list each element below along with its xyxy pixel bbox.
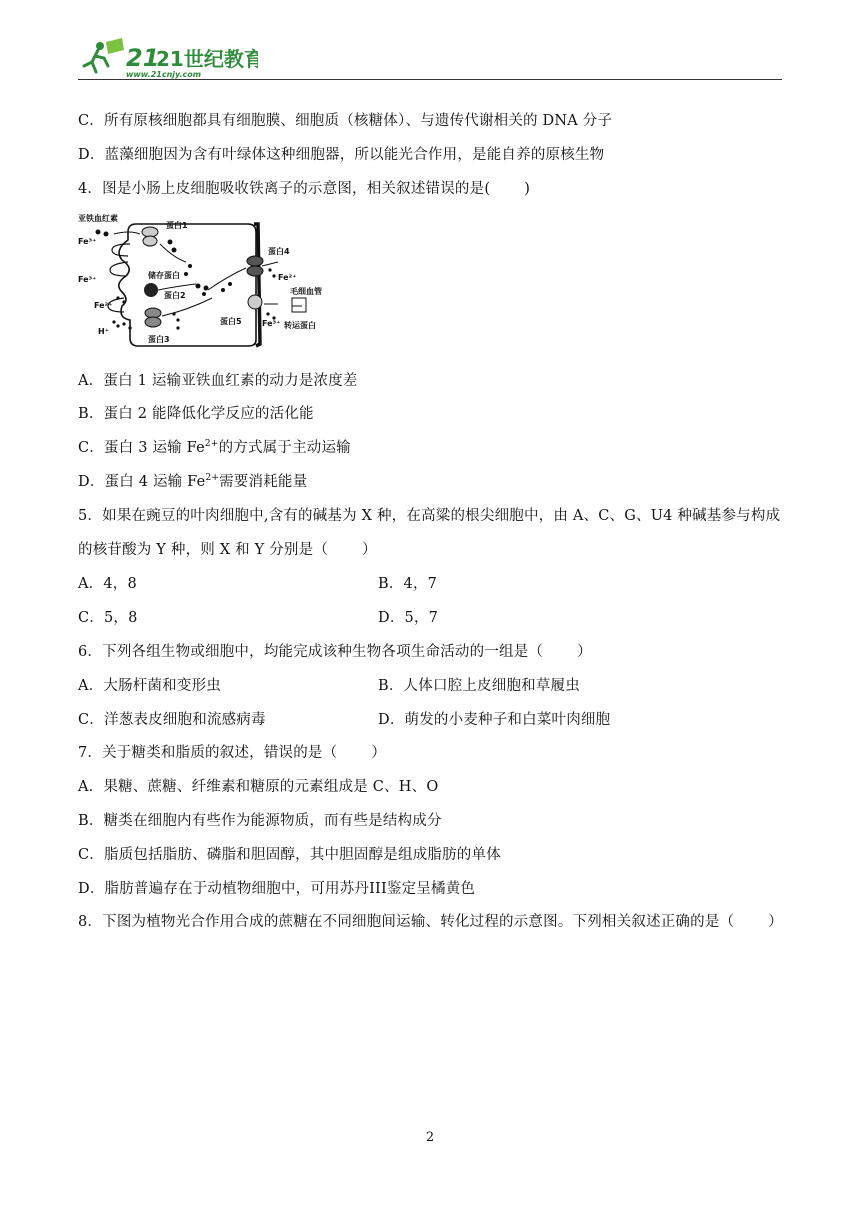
label-transferrin: 转运蛋白 bbox=[284, 321, 316, 330]
label-fe3-top: Fe³⁺ bbox=[78, 237, 97, 246]
q4-option-c-post: 的方式属于主动运输 bbox=[218, 440, 351, 456]
q7-stem bbox=[78, 744, 386, 762]
header-rule bbox=[78, 79, 782, 80]
q6-option-c: C．洋葱表皮细胞和流感病毒 bbox=[78, 712, 266, 728]
q5-option-b: B．4，7 bbox=[378, 576, 438, 592]
q6-option-d: D．萌发的小麦种子和白菜叶肉细胞 bbox=[378, 712, 611, 728]
q3-option-c: C．所有原核细胞都具有细胞膜、细胞质（核糖体）、与遗传代谢相关的 DNA 分子 bbox=[78, 113, 613, 129]
q6-stem-close: ） bbox=[577, 644, 592, 660]
page-number: 2 bbox=[425, 1130, 435, 1145]
label-protein1: 蛋白1 bbox=[166, 221, 188, 230]
q7-stem-close: ） bbox=[371, 745, 387, 761]
q4-option-c-pre: C．蛋白 3 运输 Fe bbox=[78, 440, 205, 456]
q8-stem-text: 8．下图为植物光合作用合成的蔗糖在不同细胞间运输、转化过程的示意图。下列相关叙述正确的是（ bbox=[78, 914, 735, 930]
q7-option-b: B．糖类在细胞内有些作为能源物质，而有些是结构成分 bbox=[78, 813, 442, 829]
label-fe3-right: Fe³⁺ bbox=[262, 319, 281, 328]
q5-stem2-text: 的核苷酸为 Y 种，则 X 和 Y 分别是（ bbox=[78, 542, 329, 558]
q6-stem-text: 6．下列各组生物或细胞中，均能完成该种生物各项生命活动的一组是（ bbox=[78, 644, 544, 660]
q4-option-a: A．蛋白 1 运输亚铁血红素的动力是浓度差 bbox=[78, 373, 358, 389]
header-logo bbox=[78, 36, 258, 80]
iron-absorption-diagram bbox=[78, 210, 348, 350]
q6-stem bbox=[78, 643, 592, 661]
label-fe2-right: Fe²⁺ bbox=[278, 273, 297, 282]
q8-stem-close: ） bbox=[768, 914, 783, 930]
q4-option-c bbox=[78, 439, 351, 457]
label-h-plus: H⁺ bbox=[98, 327, 109, 336]
svg-text:www.21cnjy.com: www.21cnjy.com bbox=[126, 70, 202, 79]
svg-text:21世纪教育: 21世纪教育 bbox=[156, 47, 258, 71]
label-heme: 亚铁血红素 bbox=[78, 214, 118, 223]
q4-stem bbox=[78, 180, 530, 198]
q5-stem-line2 bbox=[78, 541, 377, 559]
label-capillary: 毛细血管 bbox=[290, 287, 322, 296]
q7-option-a: A．果糖、蔗糖、纤维素和糖原的元素组成是 C、H、O bbox=[78, 779, 439, 795]
label-storage-protein: 储存蛋白 bbox=[148, 271, 180, 280]
q4-option-d-pre: D．蛋白 4 运输 Fe bbox=[78, 474, 206, 490]
logo-graphic bbox=[78, 36, 258, 80]
q4-option-d-post: 需要消耗能量 bbox=[219, 474, 308, 490]
q6-option-b: B．人体口腔上皮细胞和草履虫 bbox=[378, 678, 580, 694]
label-fe2-left: Fe²⁺ bbox=[94, 301, 113, 310]
q5-option-d: D．5，7 bbox=[378, 610, 439, 626]
label-protein2: 蛋白2 bbox=[164, 291, 186, 300]
q7-option-c: C．脂质包括脂肪、磷脂和胆固醇，其中胆固醇是组成脂肪的单体 bbox=[78, 847, 501, 863]
label-protein4: 蛋白4 bbox=[268, 247, 290, 256]
q4-stem-text: 4．图是小肠上皮细胞吸收铁离子的示意图，相关叙述错误的是( bbox=[78, 181, 491, 197]
svg-text:21: 21 bbox=[126, 44, 160, 72]
q5-option-c: C．5，8 bbox=[78, 610, 138, 626]
q4-option-d-sup: 2+ bbox=[205, 473, 220, 484]
q5-stem-line1: 5．如果在豌豆的叶肉细胞中,含有的碱基为 X 种，在高粱的根尖细胞中，由 A、C、G、U4 种碱基参与构成 bbox=[78, 508, 781, 524]
q7-option-d: D．脂肪普遍存在于动植物细胞中，可用苏丹III鉴定呈橘黄色 bbox=[78, 881, 476, 897]
q4-stem-close: ) bbox=[524, 181, 531, 197]
label-protein3: 蛋白3 bbox=[148, 335, 170, 344]
q7-stem-text: 7．关于糖类和脂质的叙述，错误的是（ bbox=[78, 745, 338, 761]
q6-option-a: A．大肠杆菌和变形虫 bbox=[78, 678, 221, 694]
q8-stem bbox=[78, 913, 783, 931]
q5-stem2-close: ） bbox=[362, 542, 377, 558]
label-fe3-left: Fe³⁺ bbox=[78, 275, 97, 284]
q5-option-a: A．4，8 bbox=[78, 576, 137, 592]
q3-option-d: D．蓝藻细胞因为含有叶绿体这种细胞器，所以能光合作用，是能自养的原核生物 bbox=[78, 147, 605, 163]
label-protein5: 蛋白5 bbox=[220, 317, 242, 326]
q4-option-c-sup: 2+ bbox=[204, 439, 219, 450]
q4-option-b: B．蛋白 2 能降低化学反应的活化能 bbox=[78, 406, 314, 422]
q4-option-d bbox=[78, 473, 307, 491]
